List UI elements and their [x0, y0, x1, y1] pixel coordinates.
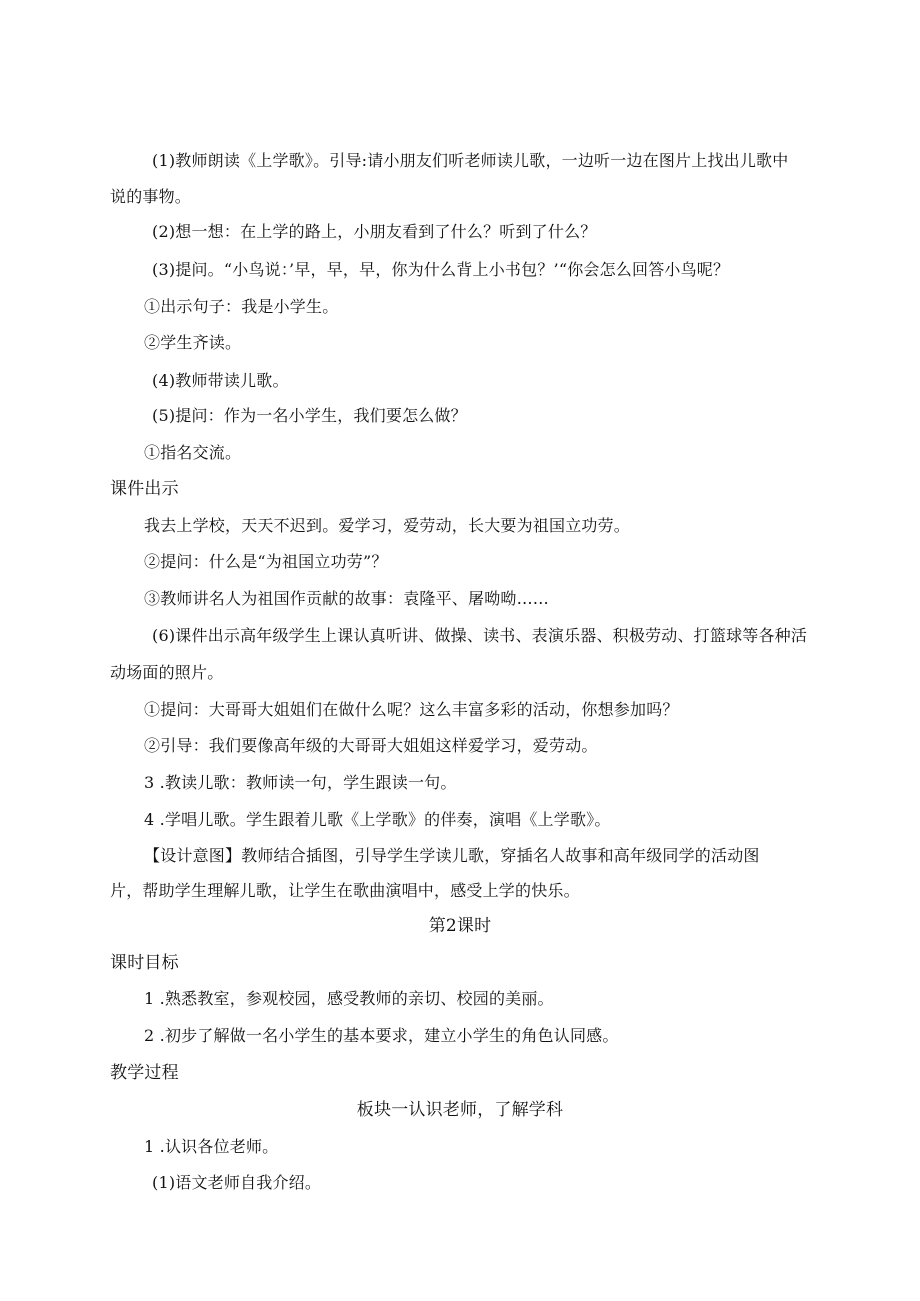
paragraph-line: 2 .初步了解做一名小学生的基本要求，建立小学生的角色认同感。 [144, 1026, 619, 1045]
paragraph-line: 说的事物。 [110, 187, 192, 206]
paragraph-line: ②提问：什么是“为祖国立功劳”？ [144, 552, 388, 571]
paragraph-line: (5)提问：作为一名小学生，我们要怎么做？ [152, 406, 467, 425]
paragraph-line: (1)语文老师自我介绍。 [152, 1173, 322, 1192]
block-title: 板块一认识老师，了解学科 [356, 1100, 564, 1120]
paragraph-line: (3)提问。“小鸟说：’早，早，早，你为什么背上小书包？’“你会怎么回答小鸟呢？ [152, 260, 730, 279]
paragraph-line: ①提问：大哥哥大姐姐们在做什么呢？这么丰富多彩的活动，你想参加吗？ [144, 700, 679, 719]
paragraph-line: 1 .熟悉教室，参观校园，感受教师的亲切、校园的美丽。 [144, 989, 554, 1008]
paragraph-line: 片，帮助学生理解儿歌，让学生在歌曲演唱中，感受上学的快乐。 [110, 881, 580, 900]
paragraph-line: 我去上学校，天天不迟到。爱学习，爱劳动，长大要为祖国立功劳。 [144, 516, 631, 535]
paragraph-line: 1 .认识各位老师。 [144, 1137, 279, 1156]
paragraph-line: ②引导：我们要像高年级的大哥哥大姐姐这样爱学习，爱劳动。 [144, 736, 598, 755]
paragraph-line: ②学生齐读。 [144, 333, 242, 352]
paragraph-line: 动场面的照片。 [110, 663, 224, 682]
paragraph-line: (1)教师朗读《上学歌》。引导:请小朋友们听老师读儿歌，一边听一边在图片上找出儿歌中 [152, 151, 789, 170]
section-label: 课件出示 [110, 479, 179, 499]
paragraph-line: (6)课件出示高年级学生上课认真听讲、做操、读书、表演乐器、积极劳动、打篮球等各种活 [152, 626, 808, 645]
paragraph-line: 【设计意图】教师结合插图，引导学生学读儿歌，穿插名人故事和高年级同学的活动图 [144, 846, 760, 865]
paragraph-line: ①指名交流。 [144, 443, 242, 462]
paragraph-line: ③教师讲名人为祖国作贡献的故事：袁隆平、屠呦呦…… [144, 589, 550, 608]
paragraph-line: ①出示句子：我是小学生。 [144, 297, 339, 316]
paragraph-line: 3 .教读儿歌：教师读一句，学生跟读一句。 [144, 773, 457, 792]
section-label: 课时目标 [110, 953, 179, 973]
paragraph-line: (4)教师带读儿歌。 [152, 371, 289, 390]
lesson-title: 第2课时 [428, 916, 492, 936]
paragraph-line: (2)想一想：在上学的路上，小朋友看到了什么？听到了什么？ [152, 222, 597, 241]
paragraph-line: 4 .学唱儿歌。学生跟着儿歌《上学歌》的伴奏，演唱《上学歌》。 [144, 810, 611, 829]
section-label: 教学过程 [110, 1063, 179, 1083]
